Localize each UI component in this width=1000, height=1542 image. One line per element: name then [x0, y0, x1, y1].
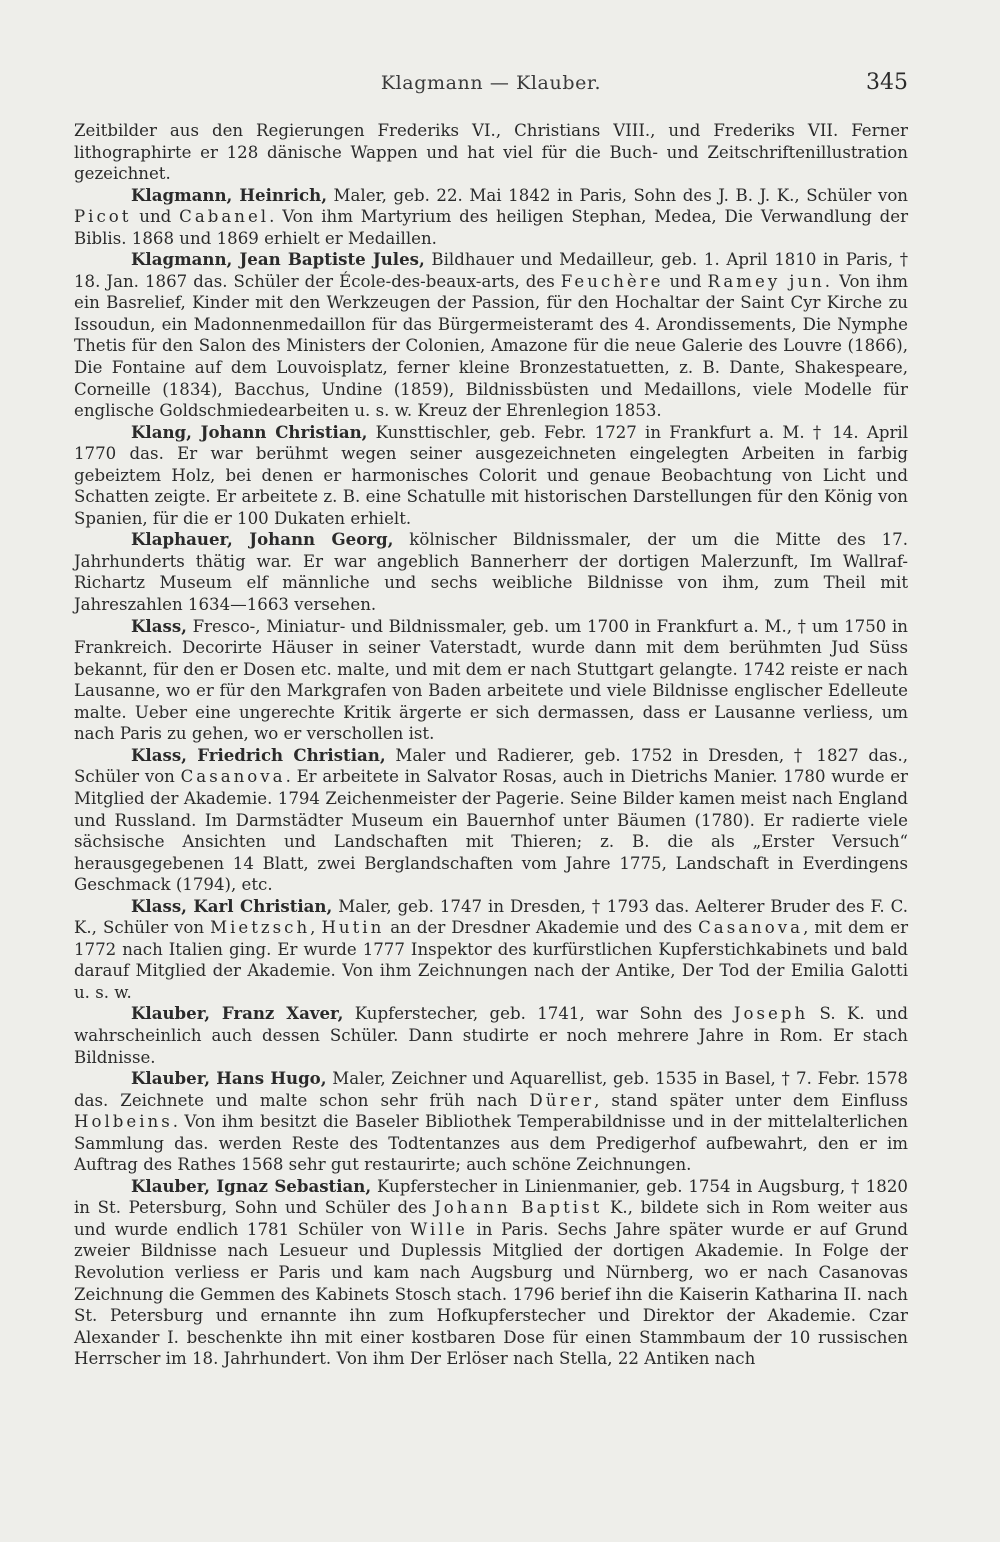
- spaced-name: Casanova: [698, 918, 804, 938]
- spaced-name: Hutin: [321, 918, 385, 938]
- entry-text: , stand später unter dem Einfluss: [594, 1090, 908, 1110]
- spaced-name: Joseph: [733, 1004, 809, 1024]
- entry-text: K., bildete sich in Rom weiter aus und wurde endlich 1781 Schüler von: [74, 1198, 909, 1239]
- entry-paragraph: [74, 422, 908, 530]
- entry-name: Klagmann, Jean Baptiste Jules,: [131, 249, 425, 270]
- spaced-name: Feuchère: [560, 271, 664, 291]
- entry-paragraph: [74, 896, 908, 1004]
- intro-paragraph: Zeitbilder aus den Regierungen Frederiks VI., Christians VIII., und Frederiks VII. Ferner lithographirte er 128 dänische Wappen und hat viel für die Buch- und Zeitschriftenillustration gezeichnet.: [74, 121, 908, 184]
- entry-name: Klaphauer, Johann Georg,: [131, 529, 394, 550]
- entry-paragraph: [74, 529, 908, 615]
- entry-text: und: [663, 271, 708, 291]
- spaced-name: Casanova: [180, 767, 286, 787]
- entry-paragraph: [74, 185, 908, 250]
- entry-name: Klass, Friedrich Christian,: [131, 744, 386, 765]
- entry-text: . Von ihm besitzt die Baseler Bibliothek Temperabildnisse und in der mittelalterlichen Sammlung das. werden Reste des Todtentanzes aus dem Predigerhof aufbewahrt, den er im Auftrag des Rathes 1568 sehr gut restaurirte; auch schöne Zeichnungen.: [74, 1112, 908, 1175]
- entry-text: Kupferstecher, geb. 1741, war Sohn des: [343, 1004, 734, 1024]
- entry-text: Fresco-, Miniatur- und Bildnissmaler, geb. um 1700 in Frankfurt a. M., † um 1750 in Frankreich. Decorirte Häuser in seiner Vaterstadt, wurde dann mit dem berühmten Jud Süss bekannt, für den er Dosen etc. malte, und mit dem er nach Stuttgart gelangte. 1742 reiste er nach Lausanne, wo er für den Markgrafen von Baden arbeitete und viele Bildnisse englischer Edelleute malte. Ueber eine ungerechte Kritik ärgerte er sich dermassen, dass er Lausanne verliess, um nach Paris zu gehen, wo er verschollen ist.: [74, 616, 908, 744]
- entry-text: Maler, geb. 1747 in Dresden, † 1793 das. Aelterer Bruder des F. C. K., Schüler von: [74, 896, 908, 938]
- spaced-name: Mietzsch: [210, 918, 311, 938]
- page-number: 345: [866, 70, 908, 95]
- entry-name: Klass,: [131, 615, 187, 636]
- spaced-name: Ramey jun.: [707, 271, 834, 291]
- entry-paragraph: [74, 1003, 908, 1068]
- entry-name: Klauber, Ignaz Sebastian,: [131, 1175, 372, 1196]
- entry-name: Klauber, Hans Hugo,: [131, 1068, 327, 1089]
- spaced-name: Picot: [74, 207, 132, 227]
- entry-text: . Er arbeitete in Salvator Rosas, auch in Dietrichs Manier. 1780 wurde er Mitglied der Akademie. 1794 Zeichenmeister der Pagerie. Seine Bilder kamen meist nach England und Russland. Im Darmstädter Museum ein Bauernhof unter Bäumen (1780). Er radierte viele sächsische Ansichten und Landschaften mit Thieren; z. B. die als „Erster Versuch“ herausgegebenen 14 Blatt, zwei Berglandschaften vom Jahre 1775, Landschaft in Everdingens Geschmack (1794), etc.: [74, 767, 908, 895]
- entry-paragraph: [74, 1068, 908, 1176]
- entry-text: Maler und Radierer, geb. 1752 in Dresden, † 1827 das., Schüler von: [74, 745, 908, 787]
- spaced-name: Dürer: [529, 1090, 595, 1110]
- entry-name: Klagmann, Heinrich,: [131, 184, 327, 205]
- page-body: [74, 120, 908, 1370]
- entry-text: in Paris. Sechs Jahre später wurde er auf Grund zweier Bildnisse nach Lesueur und Duplessis Mitglied der dortigen Akademie. In Folge der Revolution verliess er Paris und kam nach Augsburg und Nürnberg, wo er nach Casanovas Zeichnung die Gemmen des Kabinets Stosch stach. 1796 berief ihn die Kaiserin Katharina II. nach St. Petersburg und ernannte ihn zum Hofkupferstecher und Direktor der Akademie. Czar Alexander I. beschenkte ihn mit einer kostbaren Dose für einen Stammbaum der 10 russischen Herrscher im 18. Jahrhundert. Von ihm Der Erlöser nach Stella, 22 Antiken nach: [74, 1219, 908, 1369]
- entry-paragraph: [74, 1176, 908, 1370]
- entry-text: ,: [310, 918, 322, 938]
- entry-text: Von ihm ein Basrelief, Kinder mit den Werkzeugen der Passion, für den Hochaltar der Saint Cyr Kirche zu Issoudun, ein Madonnenmedaillon für das Bürgermeisteramt des 4. Arondissements, Die Nymphe Thetis für den Salon des Ministers der Colonien, Amazone für die neue Galerie des Louvre (1866), Die Fontaine auf dem Louvoisplatz, ferner kleine Bronzestatuetten, z. B. Dante, Shakespeare, Corneille (1834), Bacchus, Undine (1859), Bildnissbüsten und Medaillons, viele Modelle für englische Goldschmiedearbeiten u. s. w. Kreuz der Ehrenlegion 1853.: [74, 271, 908, 421]
- entry-text: Bildhauer und Medailleur, geb. 1. April 1810 in Paris, † 18. Jan. 1867 das. Schüler der École-des-beaux-arts, des: [74, 250, 908, 291]
- entry-paragraph: [74, 249, 908, 421]
- entry-text: S. K. und wahrscheinlich auch dessen Schüler. Dann studirte er noch mehrere Jahre in Rom. Er stach Bildnisse.: [74, 1004, 908, 1067]
- spaced-name: Wille: [410, 1219, 468, 1239]
- entry-list: [74, 185, 908, 1370]
- entry-text: , mit dem er 1772 nach Italien ging. Er wurde 1777 Inspektor des kurfürstlichen Kupferstichkabinets und bald darauf Mitglied der Akademie. Von ihm Zeichnungen nach der Antike, Der Tod der Emilia Galotti u. s. w.: [74, 918, 908, 1002]
- entry-paragraph: [74, 616, 908, 745]
- entry-text: kölnischer Bildnissmaler, der um die Mitte des 17. Jahrhunderts thätig war. Er war angeblich Bannerherr der dortigen Malerzunft, Im Wallraf-Richartz Museum elf männliche und sechs weibliche Bildnisse von ihm, zum Theil mit Jahreszahlen 1634—1663 versehen.: [74, 530, 908, 615]
- running-head: Klagmann — Klauber.: [380, 72, 602, 94]
- entry-text: Kunsttischler, geb. Febr. 1727 in Frankfurt a. M. † 14. April 1770 das. Er war berühmt wegen seiner ausgezeichneten eingelegten Arbeiten in farbig gebeiztem Holz, bei denen er harmonisches Colorit und genaue Beobachtung von Licht und Schatten zeigte. Er arbeitete z. B. eine Schatulle mit historischen Darstellungen für den König von Spanien, für die er 100 Dukaten erhielt.: [74, 422, 909, 528]
- entry-text: Kupferstecher in Linienmanier, geb. 1754 in Augsburg, † 1820 in St. Petersburg, Sohn und Schüler des: [74, 1176, 908, 1218]
- entry-paragraph: [74, 745, 908, 896]
- entry-text: Maler, geb. 22. Mai 1842 in Paris, Sohn des J. B. J. K., Schüler von: [326, 185, 908, 205]
- entry-name: Klass, Karl Christian,: [131, 895, 333, 916]
- spaced-name: Johann Baptist: [434, 1198, 603, 1218]
- entry-text: an der Dresdner Akademie und des: [384, 918, 699, 938]
- entry-name: Klauber, Franz Xaver,: [131, 1003, 344, 1024]
- entry-text: . Von ihm Martyrium des heiligen Stephan, Medea, Die Verwandlung der Biblis. 1868 und 1869 erhielt er Medaillen.: [74, 207, 909, 248]
- page-header: [74, 72, 908, 104]
- entry-name: Klang, Johann Christian,: [131, 421, 368, 442]
- spaced-name: Holbeins: [74, 1112, 173, 1132]
- entry-text: und: [131, 207, 180, 227]
- spaced-name: Cabanel: [179, 207, 270, 227]
- entry-text: Maler, Zeichner und Aquarellist, geb. 1535 in Basel, † 7. Febr. 1578 das. Zeichnete und malte schon sehr früh nach: [74, 1069, 908, 1110]
